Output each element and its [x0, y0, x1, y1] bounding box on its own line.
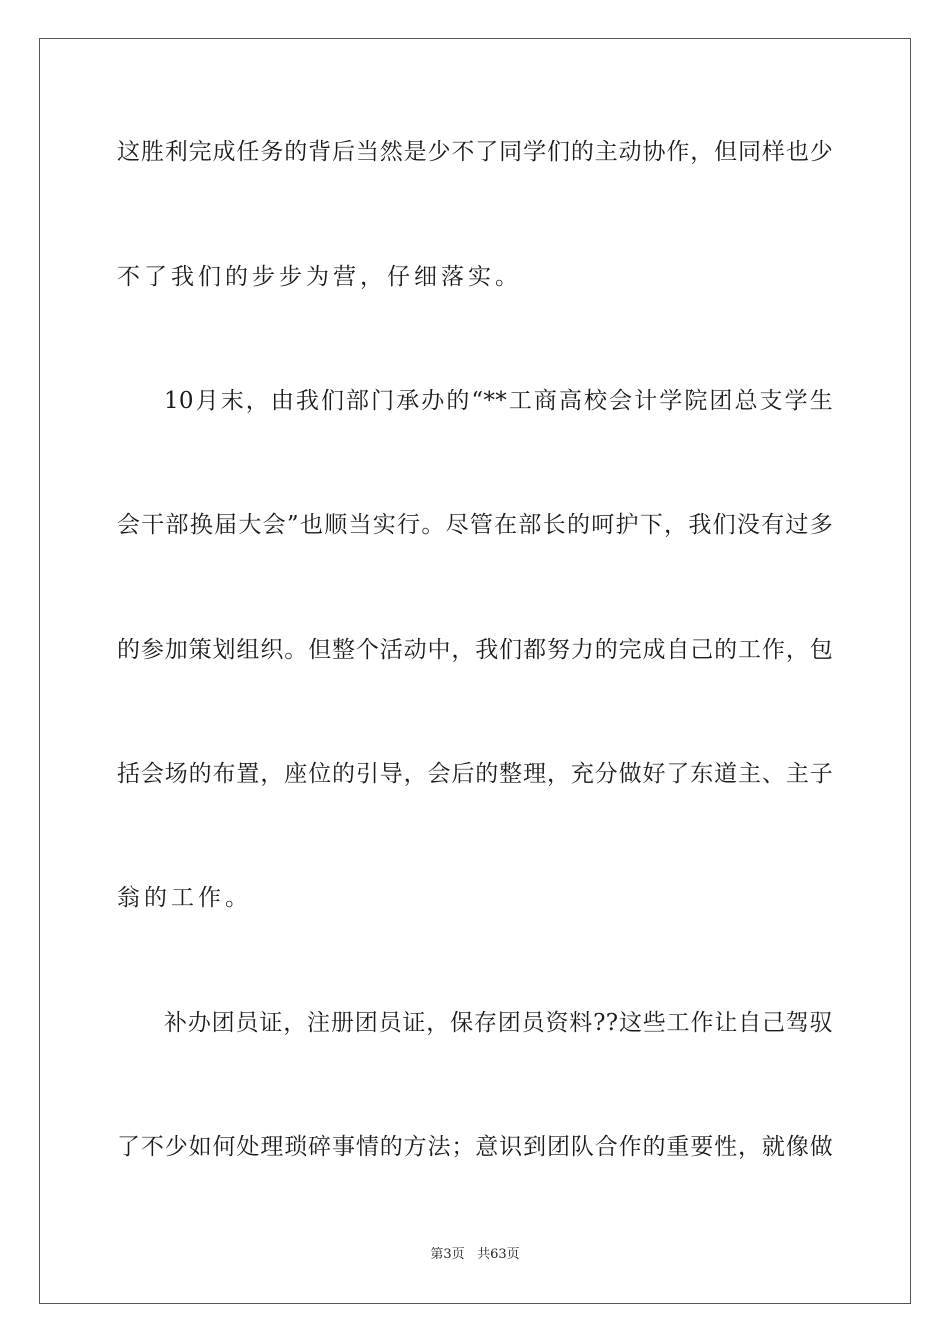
page-footer — [0, 1246, 950, 1264]
total-pages: 共63页 — [477, 1247, 520, 1262]
page-number: 第3页 — [430, 1247, 465, 1262]
paragraph-line: 会干部换届大会”也顺当实行。尽管在部长的呵护下，我们没有过多 — [117, 512, 833, 538]
paragraph-line: 翁的工作。 — [117, 885, 252, 911]
paragraph-line: 这胜利完成任务的背后当然是少不了同学们的主动协作，但同样也少 — [117, 139, 833, 165]
paragraph-line: 10月末，由我们部门承办的“**工商高校会计学院团总支学生 — [164, 388, 833, 414]
paragraph-line: 不了我们的步步为营，仔细落实。 — [117, 264, 522, 290]
paragraph-line: 了不少如何处理琐碎事情的方法；意识到团队合作的重要性，就像做 — [117, 1134, 833, 1160]
paragraph-line: 括会场的布置，座位的引导，会后的整理，充分做好了东道主、主子 — [117, 761, 833, 787]
paragraph-line: 的参加策划组织。但整个活动中，我们都努力的完成自己的工作，包 — [117, 637, 833, 663]
page-border — [39, 38, 911, 1304]
paragraph-line: 补办团员证，注册团员证，保存团员资料??这些工作让自己驾驭 — [164, 1010, 833, 1036]
